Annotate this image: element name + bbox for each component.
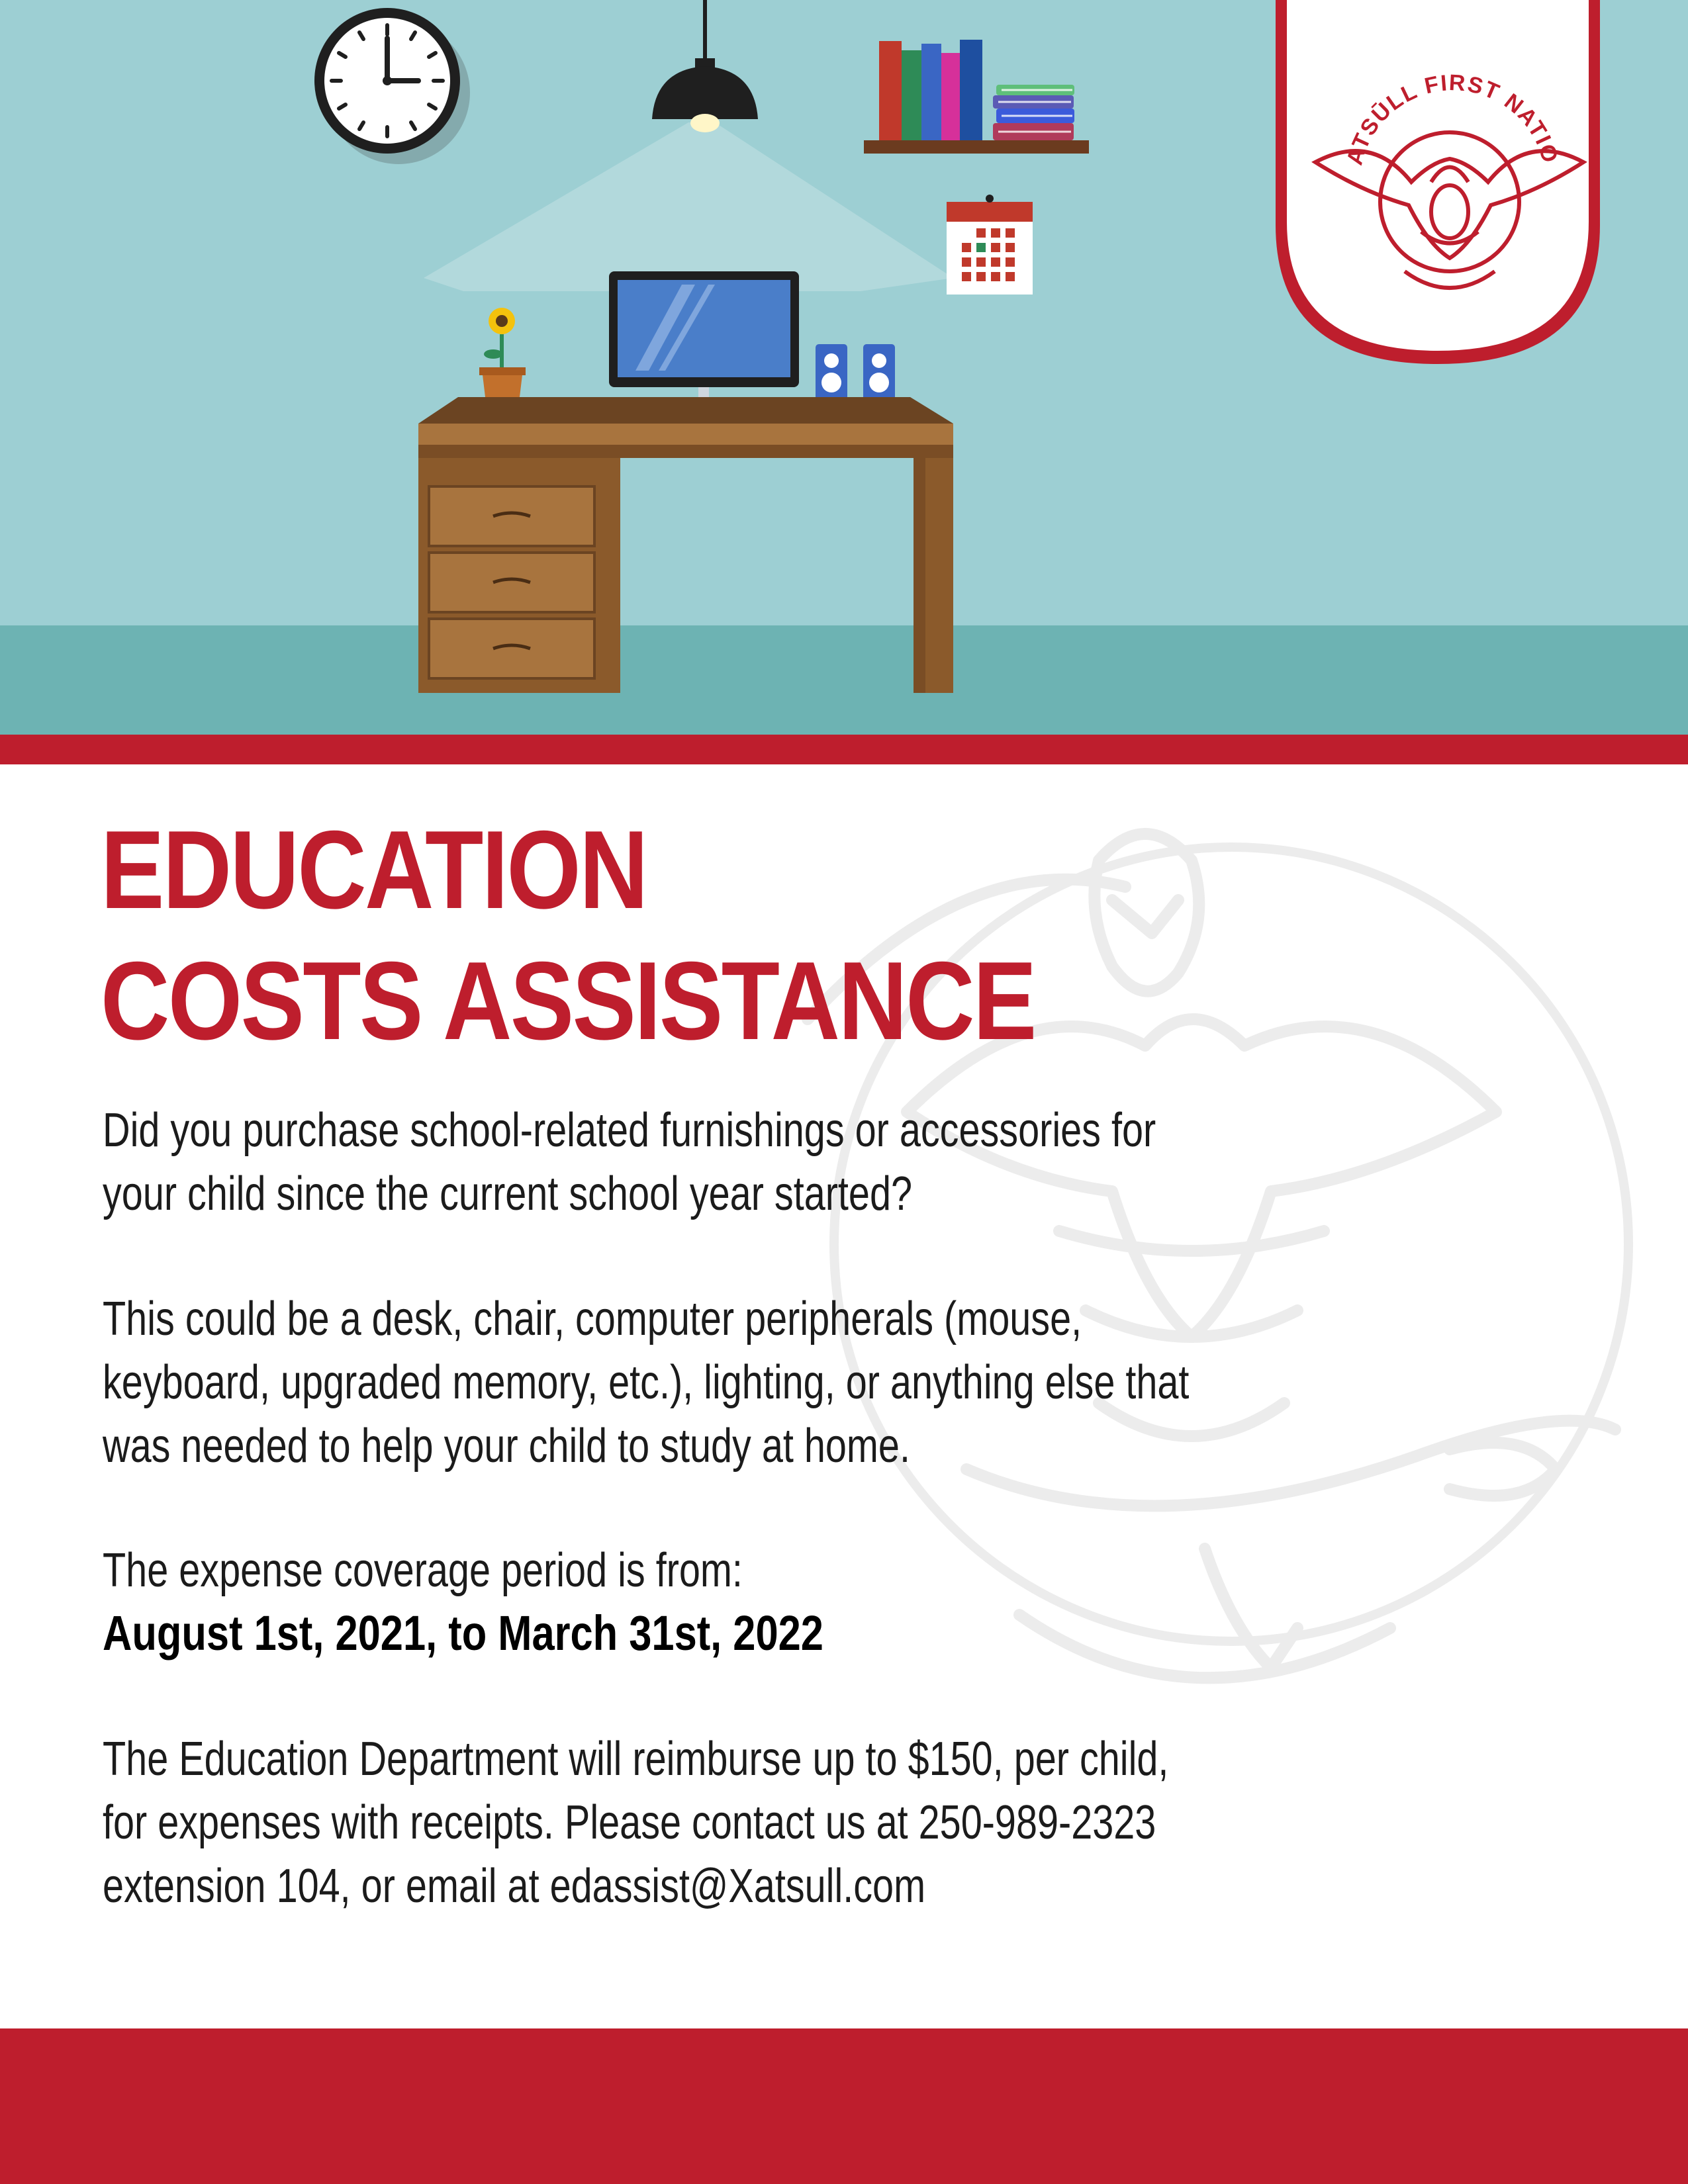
title-line-1: EDUCATION xyxy=(101,807,647,932)
paragraph-line: was needed to help your child to study at home. xyxy=(103,1420,910,1473)
paragraph-line: This could be a desk, chair, computer peripherals (mouse, xyxy=(103,1293,1082,1345)
intro-paragraph xyxy=(103,1099,1321,1226)
paragraph-line: Did you purchase school-related furnishings or accessories for xyxy=(103,1104,1156,1157)
wall-clock-icon xyxy=(314,8,470,164)
coverage-label xyxy=(103,1539,1321,1602)
title-line-2: COSTS ASSISTANCE xyxy=(101,938,1035,1063)
paragraph-line: for expenses with receipts. Please contact us at 250-989-2323 xyxy=(103,1796,1156,1849)
bottom-accent-band xyxy=(0,2028,1688,2184)
hero-illustration xyxy=(0,0,1688,735)
examples-paragraph xyxy=(103,1287,1321,1478)
top-accent-band xyxy=(0,735,1688,764)
logo-text: ATSŪLL FIRST NATIO xyxy=(1342,69,1564,168)
xatsull-logo-badge xyxy=(1272,0,1603,371)
page-title xyxy=(101,804,1182,1066)
speakers-icon xyxy=(816,344,895,405)
paragraph-line: The Education Department will reimburse up to $150, per child, xyxy=(103,1733,1169,1786)
computer-monitor-icon xyxy=(609,271,799,414)
paragraph-line: keyboard, upgraded memory, etc.), lighting, or anything else that xyxy=(103,1356,1190,1409)
bookshelf-icon xyxy=(864,40,1089,154)
coverage-dates: August 1st, 2021, to March 31st, 2022 xyxy=(103,1606,823,1661)
desk-icon xyxy=(418,397,953,693)
paragraph-line: your child since the current school year started? xyxy=(103,1167,913,1220)
paragraph-line: extension 104, or email at edassist@Xatsull.com xyxy=(103,1860,926,1913)
coverage-label-text: The expense coverage period is from: xyxy=(103,1544,743,1597)
calendar-icon xyxy=(947,195,1033,295)
reimbursement-paragraph xyxy=(103,1727,1321,1918)
